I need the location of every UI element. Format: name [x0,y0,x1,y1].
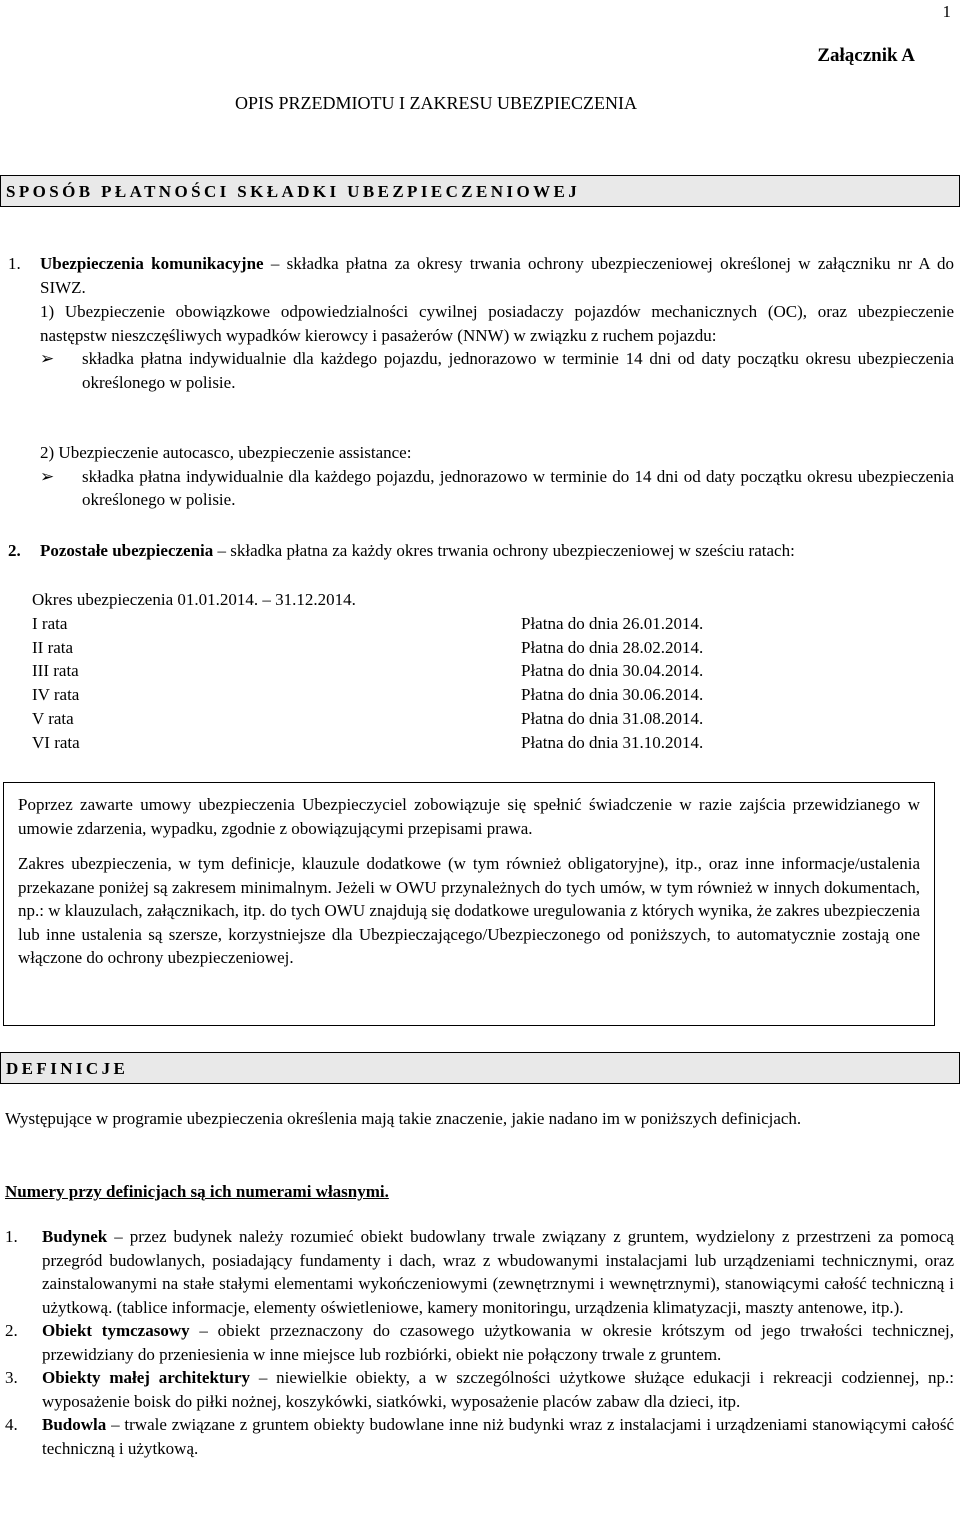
installment-row [32,659,792,683]
installment-date: Płatna do dnia 30.06.2014. [521,685,704,705]
installment-label: V rata [32,708,74,728]
definition-item [0,1366,954,1413]
installment-schedule [32,588,792,755]
definition-item [0,1225,954,1319]
notice-box [3,782,935,1026]
installment-label: III rata [32,661,79,681]
definitions-list [0,1225,954,1460]
item-number: 2. [8,541,21,560]
installment-row [32,683,792,707]
installment-label: VI rata [32,732,80,752]
definition-term: Budynek [42,1227,108,1246]
payment-subitem-2 [40,441,954,512]
definition-text: – przez budynek należy rozumieć obiekt budowlany trwale związany z gruntem, wydzielony z przestrzeni za pomocą przegród budowlanych, posiadający fundamenty i dach, wraz z wbudowanymi instalacjami lub urządzeniami technicznymi, oraz zainstalowanymi na stałe stałymi elementami wykończeniowymi (zewnętrznymi i wewnętrznymi), stanowiącymi całość techniczną i użytkową. (tablice informacje, elementy oświetleniowe, kamery monitoringu, urządzenia klimatyzacji, maszty antenowe, itp.). [42,1227,954,1317]
section-heading-text: DEFINICJE [6,1059,129,1078]
item-text: – składka płatna za okresy trwania ochrony ubezpieczeniowej określonej w załączniku nr A do SIWZ. [40,254,954,297]
definition-text: – niewielkie obiekty, a w szczególności użytkowe służące edukacji i rekreacji codziennej, np.: wyposażenie boisk do piłki nożnej, koszykówki, siatkówki, wyposażenie placów zabaw dla dzieci, itp. [42,1368,955,1411]
definition-term: Obiekty małej architektury [42,1368,251,1387]
section-heading-definitions [0,1052,960,1084]
subitem-text: 1) Ubezpieczenie obowiązkowe odpowiedzialności cywilnej posiadaczy pojazdów mechanicznych (OC), oraz ubezpieczenie następstw nieszczęśliwych wypadków kierowcy i pasażerów (NNW) w związku z ruchem pojazdu: [40,302,954,345]
definition-number: 1. [5,1227,18,1246]
item-title: Ubezpieczenia komunikacyjne [40,254,264,273]
definition-number: 2. [5,1321,18,1340]
item-text: – składka płatna za każdy okres trwania ochrony ubezpieczeniowej w sześciu ratach: [213,541,795,560]
definition-text: – obiekt przeznaczony do czasowego użytkowania w okresie krótszym od jego trwałości technicznej, przewidziany do przeniesienia w inne miejsce lub rozbiórki, obiekt nie połączony trwale z gruntem. [42,1321,954,1364]
bullet-text: składka płatna indywidualnie dla każdego pojazdu, jednorazowo w terminie do 14 dni od daty początku okresu ubezpieczenia określonego w polisie. [82,466,954,509]
arrow-bullet-icon: ➢ [40,349,55,368]
notice-paragraph-2: Zakres ubezpieczenia, w tym definicje, klauzule dodatkowe (w tym również obligatoryjne), itp., oraz inne informacje/ustalenia przekazane poniżej są zakresem minimalnym. Jeżeli w OWU przynależnych do tych umów, w tym również w innych dokumentach, np.: w klauzulach, załącznikach, itp. do tych OWU znajdują się dodatkowe uregulowania z których wynika, że zakres ubezpieczenia lub inne ustalenia są szersze, korzystniejsze dla Ubezpieczającego/Ubezpieczonego od poniższych, to automatycznie zostają one włączone do ochrony ubezpieczeniowej. [18,854,920,967]
definition-text: – trwale związane z gruntem obiekty budowlane inne niż budynki wraz z instalacjami i urządzeniami stanowiącymi całość techniczną i użytkową. [42,1415,954,1458]
payment-subitem-1 [40,300,954,394]
installment-row [32,612,792,636]
installment-date: Płatna do dnia 30.04.2014. [521,661,704,681]
arrow-bullet-icon: ➢ [40,466,55,486]
definition-number: 4. [5,1415,18,1434]
installment-date: Płatna do dnia 31.08.2014. [521,708,704,728]
definitions-intro: Występujące w programie ubezpieczenia określenia mają takie znaczenie, jakie nadano im w poniższych definicjach. [5,1109,802,1128]
page-number: 1 [942,2,951,21]
page-title: OPIS PRZEDMIOTU I ZAKRESU UBEZPIECZENIA [235,93,637,113]
installment-row [32,731,792,755]
payment-item-2 [8,539,954,563]
definition-term: Obiekt tymczasowy [42,1321,190,1340]
definition-item [0,1413,954,1460]
bullet-text: składka płatna indywidualnie dla każdego pojazdu, jednorazowo w terminie 14 dni od daty początku okresu ubezpieczenia określonego w polisie. [82,349,954,392]
installment-label: I rata [32,613,68,633]
section-heading-text: SPOSÓB PŁATNOŚCI SKŁADKI UBEZPIECZENIOWEJ [6,182,581,201]
payment-item-1 [8,252,954,299]
definition-item [0,1319,954,1366]
insurance-period: Okres ubezpieczenia 01.01.2014. – 31.12.2014. [32,590,356,609]
item-title: Pozostałe ubezpieczenia [40,541,214,560]
installment-row [32,636,792,660]
item-number: 1. [8,254,21,273]
installment-label: II rata [32,637,74,657]
definition-term: Budowla [42,1415,107,1434]
definition-number: 3. [5,1368,18,1387]
installment-date: Płatna do dnia 31.10.2014. [521,732,704,752]
definitions-note-text: Numery przy definicjach są ich numerami własnymi. [5,1182,389,1201]
installment-date: Płatna do dnia 26.01.2014. [521,613,704,633]
installment-label: IV rata [32,685,80,705]
installment-date: Płatna do dnia 28.02.2014. [521,637,704,657]
subitem-text: 2) Ubezpieczenie autocasco, ubezpieczenie assistance: [40,443,412,462]
section-heading-payment [0,175,960,207]
notice-paragraph-1: Poprzez zawarte umowy ubezpieczenia Ubezpieczyciel zobowiązuje się spełnić świadczenie w razie zajścia przewidzianego w umowie zdarzenia, wypadku, zgodnie z obowiązującymi przepisami prawa. [18,795,920,838]
definitions-note [5,1180,954,1204]
annex-label: Załącznik A [817,45,915,66]
installment-row [32,707,792,731]
